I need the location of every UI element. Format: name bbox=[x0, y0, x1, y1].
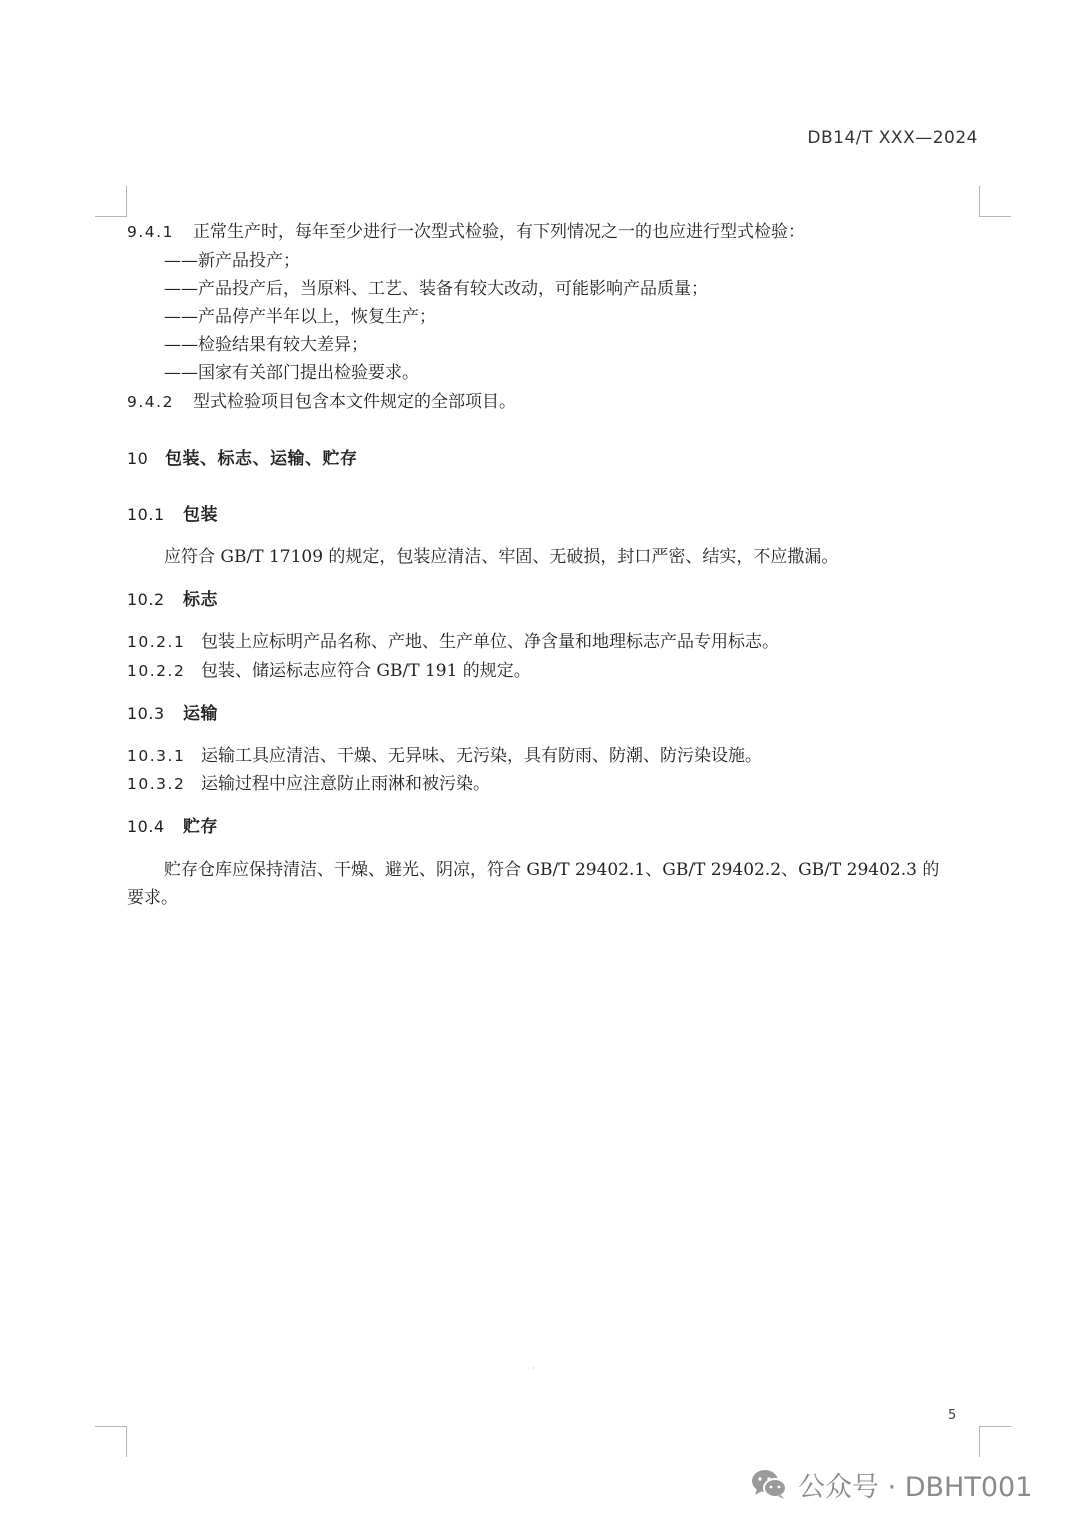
clause-text: 运输过程中应注意防止雨淋和被污染。 bbox=[201, 774, 490, 794]
section-heading-10-4 bbox=[127, 817, 218, 837]
heading-title: 包装 bbox=[183, 505, 218, 525]
page-number: 5 bbox=[948, 1408, 957, 1423]
heading-number: 10.4 bbox=[127, 817, 165, 836]
clause-9-4-1 bbox=[127, 222, 805, 242]
crop-mark-top-right bbox=[979, 186, 1011, 217]
heading-title: 标志 bbox=[183, 590, 218, 610]
clause-10-2-1 bbox=[127, 632, 779, 652]
crop-mark-bottom-right bbox=[979, 1426, 1011, 1457]
heading-number: 10.1 bbox=[127, 505, 165, 524]
clause-text: 包装上应标明产品名称、产地、生产单位、净含量和地理标志产品专用标志。 bbox=[201, 632, 779, 652]
chapter-heading-10 bbox=[127, 449, 358, 469]
section-heading-10-3 bbox=[127, 704, 218, 724]
clause-number: 10.3.1 bbox=[127, 747, 186, 765]
clause-9-4-2 bbox=[127, 392, 516, 412]
section-heading-10-2 bbox=[127, 590, 218, 610]
heading-number: 10.3 bbox=[127, 704, 165, 723]
clause-number: 10.3.2 bbox=[127, 775, 186, 793]
clause-text: 运输工具应清洁、干燥、无异味、无污染，具有防雨、防潮、防污染设施。 bbox=[201, 746, 762, 766]
heading-title: 包装、标志、运输、贮存 bbox=[165, 449, 358, 469]
heading-number: 10.2 bbox=[127, 590, 165, 609]
center-mark: · bbox=[532, 1364, 535, 1373]
wechat-icon bbox=[750, 1468, 788, 1500]
clause-10-2-2 bbox=[127, 661, 531, 681]
heading-number: 10 bbox=[127, 449, 149, 468]
list-item: ——产品停产半年以上，恢复生产； bbox=[164, 307, 436, 327]
watermark bbox=[750, 1464, 1032, 1504]
clause-text: 包装、储运标志应符合 GB/T 191 的规定。 bbox=[201, 661, 531, 681]
document-code: DB14/T XXX—2024 bbox=[807, 128, 978, 148]
clause-text: 型式检验项目包含本文件规定的全部项目。 bbox=[193, 392, 516, 412]
paragraph-10-4-line-2: 要求。 bbox=[127, 888, 178, 908]
clause-number: 10.2.2 bbox=[127, 662, 186, 680]
section-heading-10-1 bbox=[127, 505, 218, 525]
heading-title: 运输 bbox=[183, 704, 218, 724]
paragraph-10-4-line-1: 贮存仓库应保持清洁、干燥、避光、阴凉，符合 GB/T 29402.1、GB/T 29402.2、GB/T 29402.3 的 bbox=[164, 860, 940, 880]
clause-number: 9.4.1 bbox=[127, 223, 174, 241]
paragraph-10-1: 应符合 GB/T 17109 的规定，包装应清洁、牢固、无破损，封口严密、结实，不应撒漏。 bbox=[164, 547, 839, 567]
list-item: ——检验结果有较大差异； bbox=[164, 335, 368, 355]
crop-mark-bottom-left bbox=[95, 1426, 127, 1457]
list-item: ——新产品投产； bbox=[164, 251, 300, 271]
clause-number: 10.2.1 bbox=[127, 633, 186, 651]
list-item: ——产品投产后，当原料、工艺、装备有较大改动，可能影响产品质量； bbox=[164, 279, 708, 299]
crop-mark-top-left bbox=[95, 186, 127, 217]
list-item: ——国家有关部门提出检验要求。 bbox=[164, 363, 419, 383]
watermark-text: 公众号 · DBHT001 bbox=[798, 1471, 1033, 1503]
clause-10-3-1 bbox=[127, 746, 762, 766]
clause-10-3-2 bbox=[127, 774, 490, 794]
clause-number: 9.4.2 bbox=[127, 393, 174, 411]
clause-text: 正常生产时，每年至少进行一次型式检验，有下列情况之一的也应进行型式检验： bbox=[193, 222, 805, 242]
heading-title: 贮存 bbox=[183, 817, 218, 837]
